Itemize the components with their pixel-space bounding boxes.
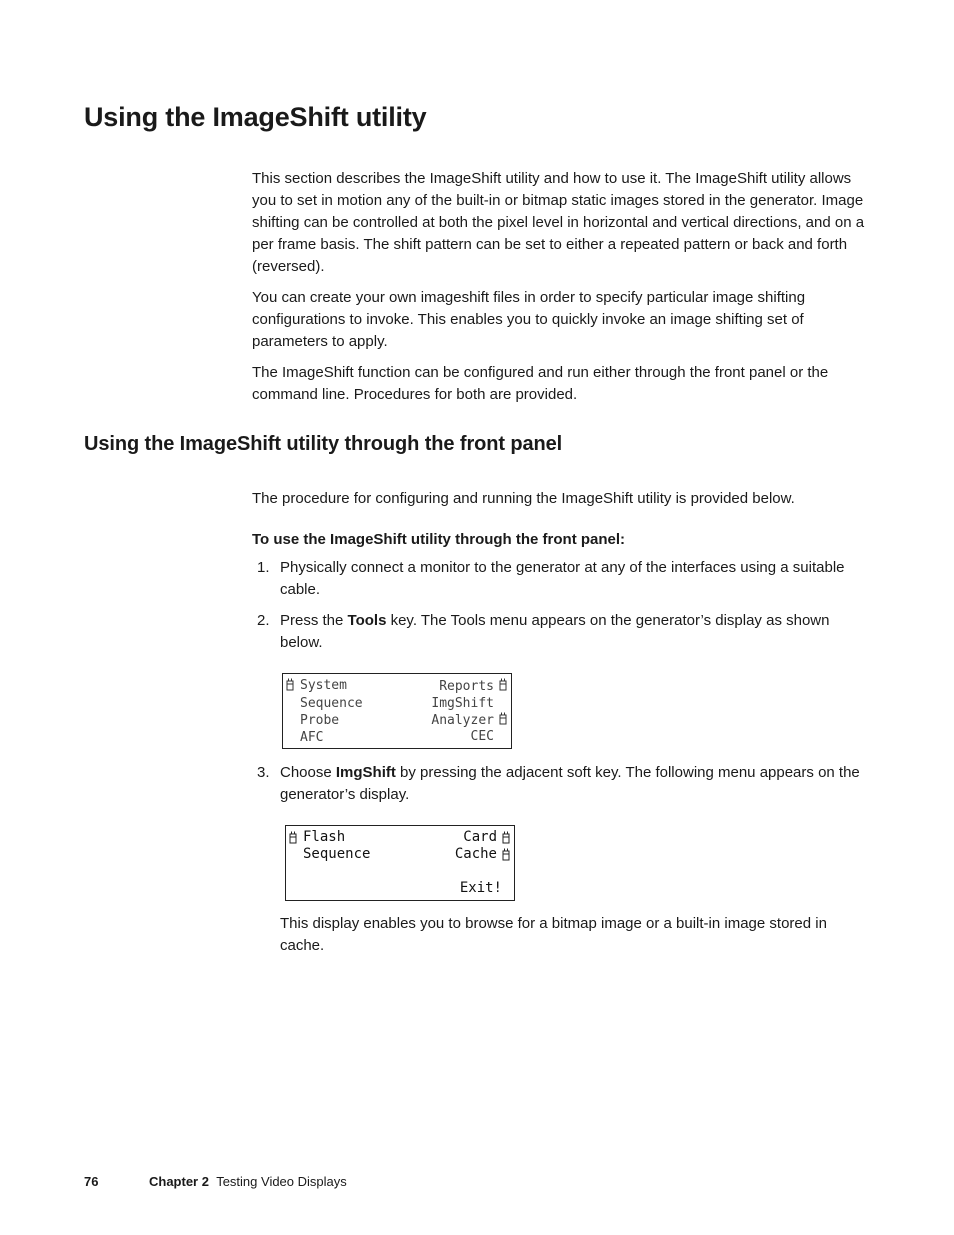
step-number: 1.: [257, 559, 270, 576]
menu-item-cache: Cache: [454, 846, 497, 862]
tools-key-label: Tools: [347, 612, 387, 629]
page-title: Using the ImageShift utility: [84, 102, 427, 132]
softkey-arrow-icon: [499, 678, 508, 691]
section-intro: The procedure for configuring and running the ImageShift utility is provided below.: [252, 490, 795, 507]
menu-item-cec: CEC: [470, 729, 494, 744]
footer-chapter: [149, 1174, 347, 1190]
softkey-arrow-icon: [289, 831, 298, 844]
display-note: This display enables you to browse for a bitmap image or a built-in image stored in cache.: [280, 915, 827, 954]
softkey-arrow-icon: [499, 712, 508, 725]
section-heading: Using the ImageShift utility through the front panel: [84, 433, 563, 455]
step-text: Press the Tools key. The Tools menu appears on the generator’s display as shown below.: [280, 612, 830, 651]
menu-item-system: System: [300, 678, 347, 693]
menu-item-afc: AFC: [300, 730, 324, 745]
chapter-title: Testing Video Displays: [216, 1174, 347, 1189]
intro-paragraph-2: You can create your own imageshift files in order to specify particular image shifting configurations to invoke. This enables you to quickly invoke an image shifting set of parameters to apply.: [252, 289, 806, 350]
menu-item-sequence: Sequence: [300, 696, 363, 711]
menu-item-reports: Reports: [439, 679, 494, 694]
menu-item-imgshift: ImgShift: [431, 696, 494, 711]
menu-item-flash: Flash: [303, 829, 346, 845]
procedure-heading: To use the ImageShift utility through the front panel:: [252, 531, 626, 548]
intro-paragraph-1: This section describes the ImageShift utility and how to use it. The ImageShift utility allows you to set in motion any of the built-in or bitmap static images stored in the generator. Image shifting can be controlled at both the pixel level in horizontal and vertical directions, and on a per frame basis. The shift pattern can be set to either a repeated pattern or back and forth (reversed).: [252, 170, 865, 275]
imgshift-key-label: ImgShift: [335, 764, 396, 781]
imgshift-menu-display: [285, 825, 515, 901]
menu-item-card: Card: [463, 829, 497, 845]
step-number: 3.: [257, 764, 270, 781]
menu-item-exit: Exit!: [459, 880, 502, 896]
step-number: 2.: [257, 612, 270, 629]
softkey-arrow-icon: [502, 848, 511, 861]
menu-item-analyzer: Analyzer: [431, 713, 494, 728]
step-text: Choose ImgShift by pressing the adjacent soft key. The following menu appears on the generator’s display.: [280, 764, 860, 803]
menu-item-sequence: Sequence: [303, 846, 371, 862]
chapter-label: Chapter 2: [149, 1174, 209, 1189]
softkey-arrow-icon: [502, 831, 511, 844]
softkey-arrow-icon: [286, 678, 295, 691]
intro-paragraph-3: The ImageShift function can be configured and run either through the front panel or the command line. Procedures for both are provided.: [252, 364, 829, 403]
tools-menu-display: [282, 673, 512, 749]
page-number: 76: [84, 1174, 99, 1189]
step-text: Physically connect a monitor to the generator at any of the interfaces using a suitable cable.: [280, 559, 845, 598]
menu-item-probe: Probe: [300, 713, 340, 728]
